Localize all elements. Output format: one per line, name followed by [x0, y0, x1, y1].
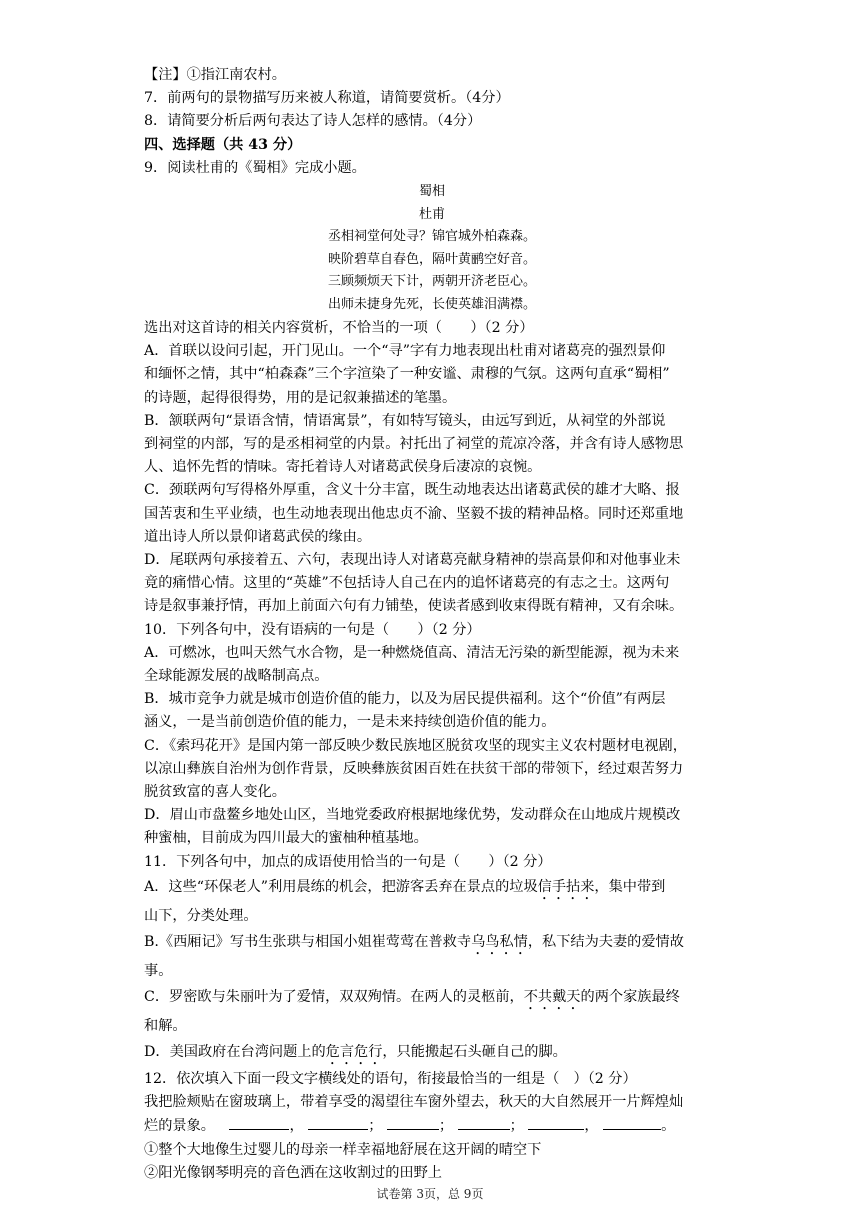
question-9-option-a — [144, 340, 720, 410]
option-text: ，只能搬起石头砸自己的脚。 — [382, 1043, 567, 1060]
question-10-option-a — [144, 642, 720, 688]
option-line: 全球能源发展的战略制高点。 — [144, 668, 329, 685]
poem — [144, 181, 720, 316]
blank-separator: ， — [289, 1118, 304, 1135]
option-text: 山下，分类处理。 — [144, 907, 258, 924]
option-line: 和缅怀之情，其中“柏森森”三个字渲染了一种安谧、肃穆的气氛。这两句直承“蜀相” — [144, 366, 670, 383]
question-8: 8．请简要分析后两句表达了诗人怎样的感情。（4分） — [144, 113, 482, 130]
option-line: C．《索玛花开》是国内第一部反映少数民族地区脱贫攻坚的现实主义农村题材电视剧， — [144, 737, 687, 754]
option-line: 竟的痛惜心情。这里的“英雄”不包括诗人自己在内的追怀诸葛亮的有志之士。这两句 — [144, 575, 670, 592]
blank-separator: ； — [438, 1118, 454, 1135]
option-line: 道出诗人所以景仰诸葛武侯的缘由。 — [144, 528, 372, 545]
question-10-stem: 10．下列各句中，没有语病的一句是（ ）（2 分） — [144, 621, 481, 638]
question-10-option-b — [144, 688, 720, 734]
option-line: 种蜜柚，目前成为四川最大的蜜柚种植基地。 — [144, 830, 428, 847]
question-11-option-a — [144, 874, 720, 929]
poem-line: 出师未捷身先死，长使英雄泪满襟。 — [327, 296, 536, 312]
option-text: 事。 — [144, 962, 173, 979]
poem-author: 杜甫 — [418, 206, 445, 222]
dotted-idiom: 乌鸟私情 — [471, 933, 528, 950]
blank-separator: ， — [584, 1118, 599, 1135]
option-text: 和解。 — [144, 1017, 187, 1034]
question-11-stem: 11．下列各句中，加点的成语使用恰当的一句是（ ）（2 分） — [144, 853, 552, 870]
option-line: 脱贫致富的喜人变化。 — [144, 784, 286, 801]
option-line: B．颔联两句“景语含情，情语寓景”，有如特写镜头，由远写到近，从祠堂的外部说 — [144, 412, 666, 429]
question-12-stem: 12．依次填入下面一段文字横线处的语句，衔接最恰当的一组是（ ）（2 分） — [144, 1070, 637, 1087]
option-text: D．美国政府在台湾问题上的 — [144, 1043, 326, 1060]
blank-separator: ； — [368, 1118, 383, 1135]
option-line: B．城市竞争力就是城市创造价值的能力，以及为居民提供福利。这个“价值”有两层 — [144, 691, 666, 708]
option-line: A．首联以设问引起，开门见山。一个“寻”字有力地表现出杜甫对诸葛亮的强烈景仰 — [144, 343, 666, 360]
question-9-option-d — [144, 549, 720, 619]
question-12-item-2: ②阳光像钢琴明亮的音色洒在这收割过的田野上 — [144, 1164, 442, 1181]
question-12-passage-blanks — [144, 1114, 720, 1138]
option-text: A．这些“环保老人”利用晨练的机会，把游客丢弃在景点的垃圾 — [144, 878, 538, 895]
option-text: C．罗密欧与朱丽叶为了爱情，双双殉情。在两人的灵柩前， — [144, 988, 524, 1005]
fill-blank — [308, 1114, 368, 1130]
fill-blank — [528, 1114, 584, 1130]
option-line: 国苦衷和生平业绩，也生动地表现出他忠贞不渝、坚毅不拔的精神品格。同时还郑重地 — [144, 505, 684, 522]
option-line: 以凉山彝族自治州为创作背景，反映彝族贫困百姓在扶贫干部的带领下，经过艰苦努力 — [144, 760, 684, 777]
dotted-idiom: 信手拈来 — [537, 878, 595, 895]
question-9-prompt: 选出对这首诗的相关内容赏析，不恰当的一项（ ）（2 分） — [144, 320, 534, 337]
question-11-option-b — [144, 929, 720, 984]
question-7: 7．前两句的景物描写历来被人称道，请简要赏析。（4分） — [144, 90, 510, 107]
option-text: ，私下结为夫妻的爱情故 — [527, 933, 684, 950]
option-line: 到祠堂的内部，写的是丞相祠堂的内景。衬托出了祠堂的荒凉冷落，并含有诗人感物思 — [144, 436, 684, 453]
option-line: 人、追怀先哲的情味。寄托着诗人对诸葛武侯身后凄凉的哀惋。 — [144, 459, 542, 476]
poem-title: 蜀相 — [418, 184, 445, 200]
dotted-idiom: 不共戴天 — [523, 988, 581, 1005]
option-line: C．颈联两句写得格外厚重，含义十分丰富，既生动地表达出诸葛武侯的雄才大略、报 — [144, 482, 680, 499]
option-line: 诗是叙事兼抒情，再加上前面六句有力铺垫，使读者感到收束得既有精神，又有余味。 — [144, 598, 684, 615]
fill-blank — [387, 1114, 439, 1130]
poem-note: 【注】①指江南农村。 — [144, 67, 286, 83]
blank-separator: ； — [509, 1118, 524, 1135]
poem-line: 丞相祠堂何处寻？锦官城外柏森森。 — [327, 229, 536, 245]
question-10-option-c — [144, 735, 720, 805]
option-line: 涵义，一是当前创造价值的能力，一是未来持续创造价值的能力。 — [144, 714, 556, 731]
question-11-option-c — [144, 984, 720, 1039]
poem-line: 映阶碧草自春色，隔叶黄鹂空好音。 — [327, 251, 536, 267]
question-9-stem: 9．阅读杜甫的《蜀相》完成小题。 — [144, 159, 366, 176]
question-9-option-b — [144, 410, 720, 480]
question-10-option-d — [144, 804, 720, 850]
question-9-option-c — [144, 479, 720, 549]
question-12-item-1: ①整个大地像生过婴儿的母亲一样幸福地舒展在这开阔的晴空下 — [144, 1141, 542, 1158]
dotted-idiom: 危言危行 — [325, 1043, 383, 1060]
option-line: D．尾联两句承接着五、六句，表现出诗人对诸葛亮献身精神的崇高景仰和对他事业未 — [144, 552, 681, 569]
question-12-passage: 我把脸颊贴在窗玻璃上，带着享受的渴望往车窗外望去，秋天的大自然展开一片辉煌灿 — [144, 1094, 684, 1111]
blank-separator: 。 — [661, 1118, 676, 1135]
option-text: 的两个家族最终 — [580, 988, 680, 1005]
option-line: 的诗题，起得很得势，用的是记叙兼描述的笔墨。 — [144, 389, 457, 406]
fill-blank — [603, 1114, 661, 1130]
section-heading: 四、选择题（共 43 分） — [144, 136, 302, 153]
option-text: ，集中带到 — [594, 878, 666, 895]
fill-blank — [458, 1114, 510, 1130]
option-text: B.《西厢记》写书生张珙与相国小姐崔莺莺在普救寺 — [144, 933, 472, 950]
option-line: D．眉山市盘鳌乡地处山区，当地党委政府根据地缘优势，发动群众在山地成片规模改 — [144, 807, 681, 824]
question-11-option-d — [144, 1039, 720, 1068]
page-content — [144, 64, 720, 1185]
fill-blank — [229, 1114, 289, 1130]
option-line: A．可燃冰，也叫天然气水合物，是一种燃烧值高、清洁无污染的新型能源，视为未来 — [144, 644, 680, 661]
page-footer: 试卷第 3页，总 9页 — [376, 1187, 484, 1201]
poem-line: 三顾频烦天下计，两朝开济老臣心。 — [327, 274, 536, 290]
passage-text: 烂的景象。 — [144, 1118, 215, 1135]
